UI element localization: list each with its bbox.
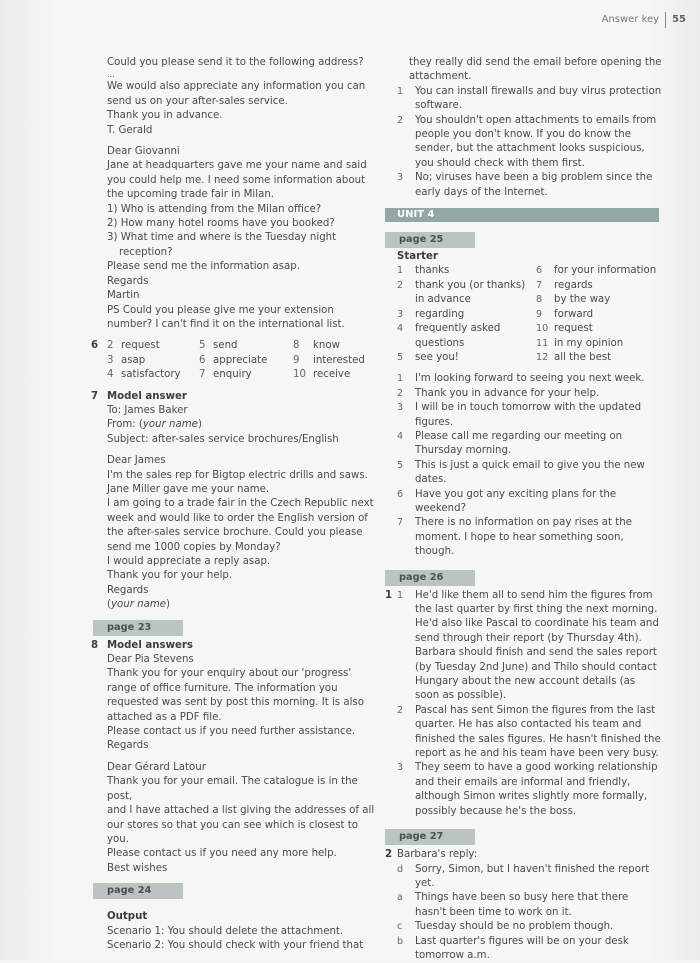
text-line: Regards (107, 740, 149, 752)
text-line: Best wishes (107, 862, 168, 874)
text-line: Could you please send it to the following address? (107, 57, 364, 68)
list-item: 5 see you! (397, 351, 459, 363)
list-item: 4 Please call me regarding our meeting on Thursday morning. (397, 430, 623, 457)
list-item: 7 There is no information on pay rises at the moment. I hope to hear something soon, though. (397, 517, 632, 558)
text-line: the upcoming trade fair in Milan. (107, 189, 275, 201)
exercise-title: Model answer (107, 390, 187, 402)
question: 3) What time and where is the Tuesday night reception? (107, 232, 337, 258)
section-title: Answer key (601, 13, 660, 25)
text-line: Jane Miller gave me your name. (107, 483, 270, 495)
exercise-7 (91, 390, 375, 613)
list-item: 6 for your information (536, 265, 657, 277)
text-line: range of office furniture. The information you (107, 682, 338, 694)
exercise-number: 1 (385, 589, 393, 601)
signature: T. Gerald (107, 124, 153, 136)
signature: (your name) (107, 599, 171, 611)
list-item: 10 request (536, 323, 593, 335)
text-line: Scenario 2: You should check with your friend that (107, 939, 364, 951)
list-item: 3 They seem to have a good working relationship and their emails are informal and friendly, although Simon writes slightly more formally, possibly because he's the boss. (397, 762, 658, 817)
text-line: send me 1000 copies by Monday? (107, 541, 281, 553)
text-line: Thank you in advance. (107, 110, 223, 122)
text-line: attached as a PDF file. (107, 711, 222, 723)
text-line: Please contact us if you need any more help. (107, 848, 337, 860)
list-item: d Sorry, Simon, but I haven't finished the report yet. (397, 863, 650, 889)
exercise-6 (91, 339, 375, 382)
text-line: I am going to a trade fair in the Czech Republic next (107, 498, 374, 510)
greeting: Dear Gérard Latour (107, 761, 206, 773)
text-line: Regards (107, 275, 149, 287)
list-item: 4 frequently asked questions (397, 323, 501, 349)
exercise-title: Model answers (107, 639, 193, 651)
running-header (602, 12, 686, 28)
text-line: We would also appreciate any information you can (107, 81, 366, 93)
text-line: number? I can't find it on the international list. (107, 318, 345, 330)
text-line: requested was sent by post this morning. It is also (107, 697, 364, 709)
question: 1) Who is attending from the Milan office? (107, 203, 322, 215)
list-item: 1 I'm looking forward to seeing you next week. (397, 373, 645, 385)
list-item: 5 This is just a quick email to give you the new dates. (397, 459, 645, 486)
list-item: 6 Have you got any exciting plans for the weekend? (397, 488, 617, 514)
exercise-2 (385, 848, 662, 963)
right-column (385, 56, 662, 963)
text-line: the after-sales service brochure. Could you please (107, 527, 363, 539)
list-item: 1 He'd like them all to send him the figures from the last quarter by first thing the next morning. He'd also like Pascal to coordinate his team and send through their report (by Thursday 4th). Barbara should finish and send the sales report (by Tuesday 2nd June) and Thilo should contact Hungary about the new account details (as soon as possible). (397, 589, 659, 702)
exercise-title: Barbara's reply: (397, 849, 478, 861)
starter-list (397, 264, 662, 365)
exercise-number: 2 (385, 849, 393, 861)
exercise-number: 6 (91, 340, 99, 352)
section-title: Output (107, 911, 148, 923)
exercise-1 (385, 589, 662, 820)
page-badge-26: page 26 (385, 570, 475, 586)
list-item: 2 Thank you in advance for your help. (397, 387, 600, 399)
text-line: they really did send the email before opening the (409, 57, 662, 68)
exercise-number: 7 (91, 390, 99, 402)
text-line: attachment. (409, 71, 472, 83)
text-line: Please contact us if you need further assistance. (107, 726, 356, 738)
text-line: PS Could you please give me your extension (107, 304, 334, 316)
list-item: 3 regarding (397, 308, 465, 320)
text-line: Please send me the information asap. (107, 261, 300, 273)
text-line: week and would like to order the English version of (107, 512, 368, 524)
greeting: Dear Pia Stevens (107, 654, 194, 666)
list-item: c Tuesday should be no problem though. (397, 921, 614, 933)
list-item: b Last quarter's figures will be on your desk tomorrow a.m. (397, 935, 629, 961)
section-title: Starter (397, 251, 438, 263)
page-badge-25: page 25 (385, 232, 475, 248)
text-line: Thank you for your enquiry about our 'progress' (107, 668, 352, 680)
text-line: I would appreciate a reply asap. (107, 556, 271, 567)
email-from: From: (your name) (107, 419, 202, 431)
list-item: 7 regards (536, 279, 593, 291)
text-line: Scenario 1: You should delete the attachment. (107, 925, 344, 937)
question: 2) How many hotel rooms have you booked? (107, 218, 335, 230)
list-item: a Things have been so busy here that there hasn't been time to work on it. (397, 892, 629, 918)
email-to: To: James Baker (107, 404, 188, 416)
greeting: Dear James (107, 455, 166, 467)
text-line: Jane at headquarters gave me your name and said (107, 160, 367, 172)
ellipsis: ... (107, 70, 115, 80)
list-item: 12 all the best (536, 351, 612, 363)
text-line: you could help me. I need some information about (107, 174, 366, 186)
text-line: Regards (107, 584, 149, 596)
word-grid: 2 request 5 send 8 know 3 asap 6 appreciate 9 interested 4 satisfactory 7 enquiry 10 receive (107, 340, 365, 381)
exercise-8 (91, 639, 375, 877)
text-line: Thank you for your email. The catalogue is in the post, (107, 776, 358, 802)
header-divider (665, 12, 666, 28)
text-line: Thank you for your help. (107, 570, 233, 582)
unit-heading: UNIT 4 (385, 208, 659, 222)
text-line: I'm the sales rep for Bigtop electric drills and saws. (107, 469, 368, 481)
list-item: 1 thanks (397, 265, 450, 277)
list-item: 2 Pascal has sent Simon the figures from the last quarter. He has also contacted his team and finished the sales figures. He hasn't finished the report as he and his team have been very busy. (397, 704, 661, 760)
list-item: 3 I will be in touch tomorrow with the updated figures. (397, 402, 642, 428)
page-badge-23: page 23 (93, 620, 183, 636)
page-badge-27: page 27 (385, 829, 475, 845)
exercise-number: 8 (91, 639, 99, 651)
left-column (91, 56, 375, 953)
list-item: 2 You shouldn't open attachments to emails from people you don't know. If you do know the sender, but the attachment looks suspicious, you should check with them first. (397, 114, 657, 169)
list-item: 9 forward (536, 308, 594, 320)
page-badge-24: page 24 (93, 883, 183, 899)
text-line: our stores so that you can see which is closest to you. (107, 819, 359, 845)
list-item: 8 by the way (536, 294, 611, 306)
email-subject: Subject: after-sales service brochures/English (107, 433, 339, 445)
list-item: 11 in my opinion (536, 337, 624, 349)
signature: Martin (107, 290, 140, 302)
list-item: 3 No; viruses have been a big problem since the early days of the Internet. (397, 172, 653, 198)
list-item: 2 thank you (or thanks) in advance (397, 279, 526, 306)
text-line: send us on your after-sales service. (107, 95, 288, 107)
page-number: 55 (672, 13, 686, 25)
greeting: Dear Giovanni (107, 146, 180, 158)
text-line: and I have attached a list giving the addresses of all (107, 805, 375, 817)
list-item: 1 You can install firewalls and buy virus protection software. (397, 85, 662, 112)
